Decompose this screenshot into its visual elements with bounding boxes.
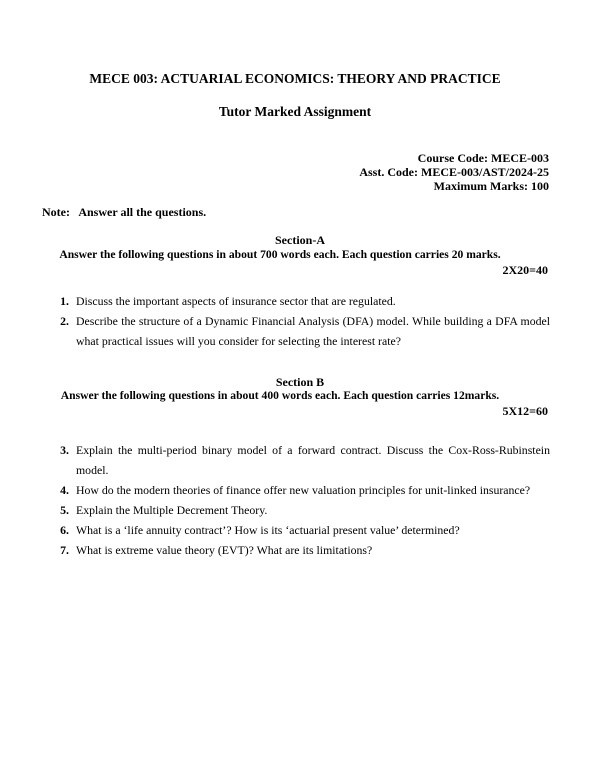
assignment-code: Asst. Code: MECE-003/AST/2024-25 (359, 165, 549, 179)
question-item (50, 520, 550, 540)
question-item (50, 480, 550, 500)
section-a-marks: 2X20=40 (502, 263, 548, 277)
note-text: Answer all the questions. (78, 205, 207, 219)
question-text: Discuss the important aspects of insurance sector that are regulated. (76, 294, 396, 308)
section-b-question-list (50, 440, 550, 560)
section-a-instruction: Answer the following questions in about 700 words each. Each question carries 20 marks. (59, 248, 501, 261)
question-item (50, 311, 550, 351)
note-line (42, 205, 206, 220)
question-number: 6. (60, 523, 69, 537)
question-text: Explain the Multiple Decrement Theory. (76, 503, 268, 517)
question-item (50, 291, 550, 311)
question-text: Explain the multi-period binary model of a forward contract. Discuss the Cox-Ross-Rubinstein model. (76, 443, 550, 477)
question-number: 4. (60, 483, 69, 497)
note-label: Note: (42, 205, 70, 219)
question-number: 2. (60, 314, 69, 328)
question-number: 5. (60, 503, 69, 517)
question-text: What is a ‘life annuity contract’? How is its ‘actuarial present value’ determined? (76, 523, 460, 537)
course-codes-block (359, 151, 549, 193)
section-b-title: Section B (275, 375, 325, 389)
question-number: 1. (60, 294, 69, 308)
question-item (50, 500, 550, 520)
question-item (50, 440, 550, 480)
question-text: How do the modern theories of finance offer new valuation principles for unit-linked insurance? (76, 483, 531, 497)
section-a-title: Section-A (275, 233, 325, 247)
section-b-instruction: Answer the following questions in about 400 words each. Each question carries 12marks. (60, 389, 500, 402)
maximum-marks: Maximum Marks: 100 (433, 179, 549, 193)
course-code: Course Code: MECE-003 (417, 151, 549, 165)
question-number: 3. (60, 443, 69, 457)
section-b-marks: 5X12=60 (502, 404, 548, 418)
document-subtitle: Tutor Marked Assignment (218, 104, 372, 119)
section-a-question-list (50, 291, 550, 351)
question-number: 7. (60, 543, 69, 557)
question-item (50, 540, 550, 560)
question-text: Describe the structure of a Dynamic Financial Analysis (DFA) model. While building a DFA model what practical issues will you consider for selecting the interest rate? (76, 314, 550, 348)
document-title: MECE 003: ACTUARIAL ECONOMICS: THEORY AND PRACTICE (89, 71, 501, 86)
question-text: What is extreme value theory (EVT)? What are its limitations? (76, 543, 373, 557)
